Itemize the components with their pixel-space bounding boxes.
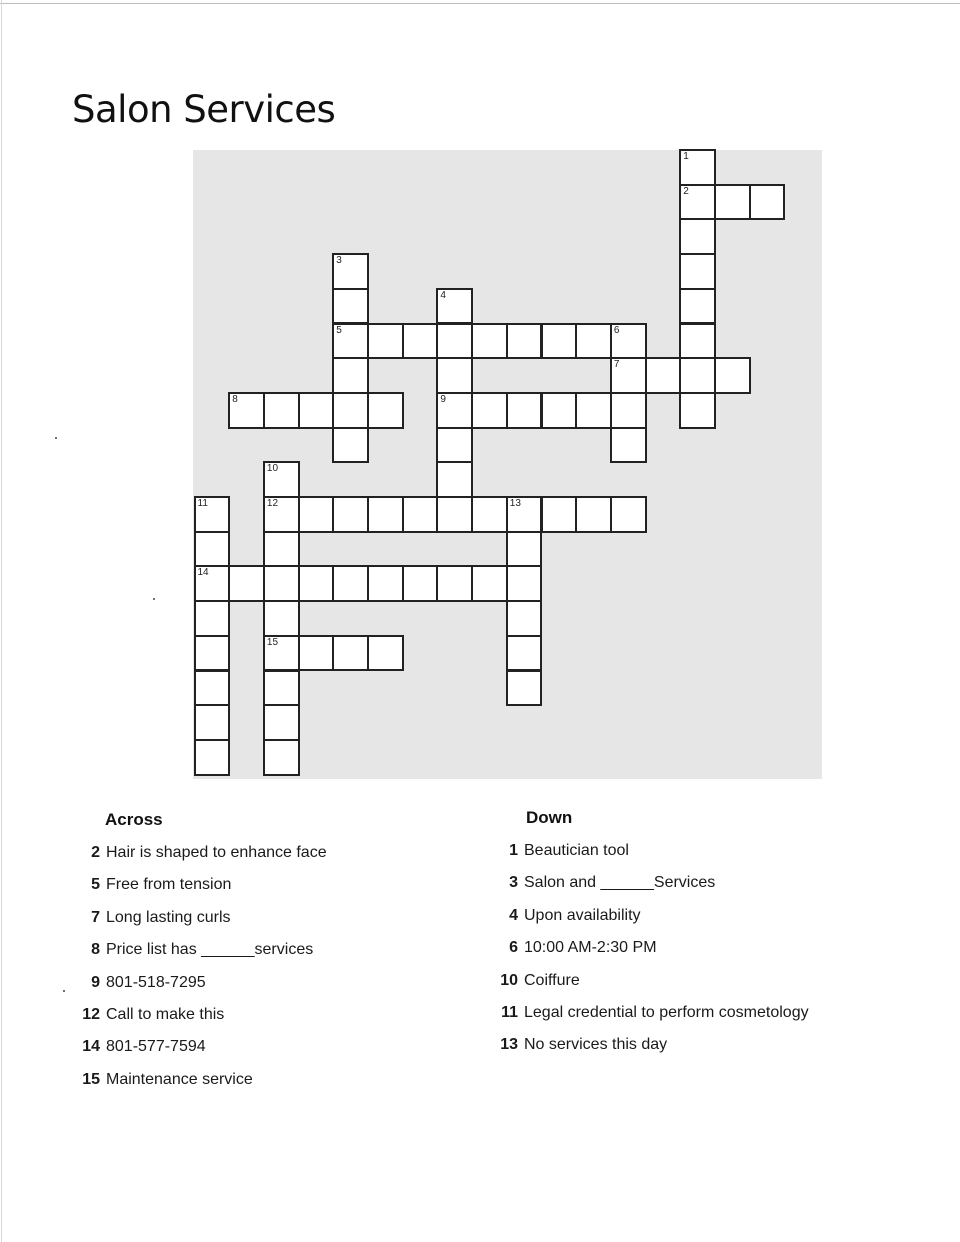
scan-speck: [55, 437, 57, 439]
clue-down-11: [494, 1004, 809, 1036]
crossword-cell[interactable]: [436, 392, 473, 429]
clue-text: Upon availability: [524, 906, 641, 924]
crossword-cell[interactable]: [436, 427, 473, 464]
clue-text: Coiffure: [524, 971, 580, 989]
crossword-cell[interactable]: [471, 496, 508, 533]
clue-across-8: [76, 941, 327, 973]
crossword-cell[interactable]: [679, 149, 716, 186]
crossword-cell[interactable]: [263, 531, 300, 568]
crossword-cell[interactable]: [679, 288, 716, 325]
crossword-cell[interactable]: [679, 323, 716, 360]
clue-number-label: 11: [197, 498, 208, 509]
clue-number: 4: [509, 906, 518, 924]
crossword-cell[interactable]: [194, 600, 231, 637]
crossword-cell[interactable]: [679, 357, 716, 394]
crossword-cell[interactable]: [471, 323, 508, 360]
crossword-cell[interactable]: [298, 565, 335, 602]
crossword-cell[interactable]: [228, 565, 265, 602]
crossword-cell[interactable]: [610, 392, 647, 429]
crossword-cell[interactable]: [610, 427, 647, 464]
crossword-cell[interactable]: [367, 496, 404, 533]
clue-down-3: [494, 874, 809, 906]
clue-number: 8: [91, 941, 100, 959]
crossword-cell[interactable]: [332, 565, 369, 602]
crossword-cell[interactable]: [194, 496, 231, 533]
clue-text: 801-577-7594: [106, 1038, 206, 1056]
clue-number-label: 13: [509, 498, 521, 509]
clue-number: 5: [91, 876, 100, 894]
crossword-cell[interactable]: [575, 392, 612, 429]
crossword-cell[interactable]: [610, 323, 647, 360]
crossword-cell[interactable]: [263, 392, 300, 429]
crossword-cell[interactable]: [471, 565, 508, 602]
crossword-cell[interactable]: [575, 323, 612, 360]
clue-number-label: 8: [232, 393, 238, 405]
crossword-cell[interactable]: [332, 253, 369, 290]
crossword-cell[interactable]: [679, 184, 716, 221]
crossword-cell[interactable]: [332, 288, 369, 325]
crossword-cell[interactable]: [749, 184, 786, 221]
crossword-cell[interactable]: [194, 670, 231, 707]
clue-number: 13: [500, 1036, 518, 1054]
clue-across-2: [76, 844, 327, 876]
clue-number-label: 15: [266, 636, 279, 648]
page-title: Salon Services: [72, 88, 336, 131]
crossword-cell[interactable]: [506, 531, 543, 568]
crossword-cell[interactable]: [541, 392, 578, 429]
crossword-cell[interactable]: [402, 323, 439, 360]
clue-number: 10: [500, 971, 518, 989]
crossword-cell[interactable]: [194, 565, 231, 602]
clue-down-10: [494, 972, 809, 1004]
crossword-cell[interactable]: [367, 635, 404, 672]
crossword-cell[interactable]: [194, 635, 231, 672]
clue-number: 11: [501, 1003, 518, 1021]
crossword-cell[interactable]: [263, 600, 300, 637]
crossword-cell[interactable]: [506, 323, 543, 360]
crossword-cell[interactable]: [194, 704, 231, 741]
clue-down-6: [494, 939, 809, 971]
clue-number: 14: [82, 1038, 100, 1056]
clue-text: 801-518-7295: [106, 973, 206, 991]
clue-number: 6: [509, 939, 518, 957]
crossword-cell[interactable]: [298, 392, 335, 429]
crossword-cell[interactable]: [506, 600, 543, 637]
clue-number: 2: [91, 844, 100, 861]
clue-number-label: 9: [440, 393, 446, 405]
clue-text: Price list has ______services: [106, 941, 314, 959]
clue-number: 9: [91, 973, 100, 991]
clue-text: Salon and ______Services: [524, 874, 716, 892]
crossword-cell[interactable]: [506, 635, 543, 672]
crossword-cell[interactable]: [714, 357, 751, 394]
crossword-cell[interactable]: [263, 739, 300, 776]
clue-text: 10:00 AM-2:30 PM: [524, 939, 657, 957]
scan-speck: [153, 598, 155, 600]
crossword-cell[interactable]: [506, 496, 543, 533]
crossword-cell[interactable]: [332, 357, 369, 394]
crossword-cell[interactable]: [194, 531, 231, 568]
crossword-cell[interactable]: [436, 357, 473, 394]
clue-across-15: [76, 1071, 327, 1103]
clue-text: Legal credential to perform cosmetology: [524, 1003, 809, 1021]
crossword-cell[interactable]: [332, 496, 369, 533]
crossword-cell[interactable]: [367, 565, 404, 602]
across-heading: Across: [105, 810, 163, 829]
across-clue-list: [76, 844, 327, 1103]
clue-number-label: 14: [197, 567, 209, 579]
clue-text: Long lasting curls: [106, 908, 231, 926]
crossword-cell[interactable]: [610, 496, 647, 533]
crossword-cell[interactable]: [436, 323, 473, 360]
crossword-cell[interactable]: [367, 392, 404, 429]
crossword-cell[interactable]: [402, 496, 439, 533]
clue-down-13: [494, 1036, 809, 1068]
crossword-cell[interactable]: [645, 357, 682, 394]
crossword-cell[interactable]: [506, 565, 543, 602]
crossword-cell[interactable]: [228, 392, 265, 429]
clue-number-label: 5: [336, 324, 342, 336]
crossword-cell[interactable]: [679, 253, 716, 290]
crossword-cell[interactable]: [367, 323, 404, 360]
down-clue-list: [494, 842, 809, 1069]
down-heading: Down: [526, 808, 573, 827]
crossword-cell[interactable]: [298, 496, 335, 533]
clue-number-label: 12: [266, 498, 279, 509]
clue-down-1: [494, 842, 809, 874]
clue-text: Maintenance service: [106, 1070, 253, 1088]
clue-text: Beautician tool: [524, 842, 629, 859]
clue-number-label: 7: [613, 359, 620, 371]
crossword-cell[interactable]: [436, 565, 473, 602]
crossword-cell[interactable]: [679, 218, 716, 255]
crossword-cell[interactable]: [402, 565, 439, 602]
crossword-cell[interactable]: [263, 461, 300, 498]
clue-across-14: [76, 1038, 327, 1070]
clue-across-5: [76, 876, 327, 908]
crossword-cell[interactable]: [541, 323, 578, 360]
clue-number-label: 2: [683, 185, 689, 197]
crossword-cell[interactable]: [263, 565, 300, 602]
crossword-cell[interactable]: [263, 704, 300, 741]
crossword-cell[interactable]: [610, 357, 647, 394]
crossword-cell[interactable]: [332, 635, 369, 672]
crossword-cell[interactable]: [263, 496, 300, 533]
clue-text: No services this day: [524, 1036, 668, 1054]
clue-across-12: [76, 1006, 327, 1038]
clue-across-7: [76, 909, 327, 941]
crossword-cell[interactable]: [714, 184, 751, 221]
clue-down-4: [494, 907, 809, 939]
clue-text: Free from tension: [106, 876, 232, 894]
crossword-cell[interactable]: [263, 670, 300, 707]
clue-across-9: [76, 974, 327, 1006]
clue-number: 15: [82, 1070, 100, 1088]
crossword-cell[interactable]: [332, 392, 369, 429]
clue-text: Call to make this: [106, 1005, 225, 1023]
crossword-cell[interactable]: [506, 392, 543, 429]
crossword-cell[interactable]: [298, 635, 335, 672]
crossword-cell[interactable]: [436, 461, 473, 498]
crossword-cell[interactable]: [332, 323, 369, 360]
clue-text: Hair is shaped to enhance face: [106, 844, 327, 861]
crossword-cell[interactable]: [194, 739, 231, 776]
clue-number-label: 1: [683, 151, 689, 162]
clue-number-label: 6: [613, 324, 620, 336]
clue-number: 3: [509, 874, 518, 892]
scan-speck: [63, 990, 65, 992]
crossword-cell[interactable]: [436, 496, 473, 533]
crossword-cell[interactable]: [541, 496, 578, 533]
crossword-cell[interactable]: [575, 496, 612, 533]
clue-number-label: 3: [336, 255, 342, 267]
crossword-cell[interactable]: [471, 392, 508, 429]
clue-number: 12: [82, 1005, 100, 1023]
crossword-cell[interactable]: [332, 427, 369, 464]
clue-number-label: 4: [440, 289, 446, 301]
clue-number-label: 10: [266, 463, 279, 475]
crossword-cell[interactable]: [436, 288, 473, 325]
clue-number: 7: [91, 908, 100, 926]
clue-number: 1: [509, 842, 518, 859]
crossword-cell[interactable]: [679, 392, 716, 429]
crossword-cell[interactable]: [263, 635, 300, 672]
crossword-cell[interactable]: [506, 670, 543, 707]
